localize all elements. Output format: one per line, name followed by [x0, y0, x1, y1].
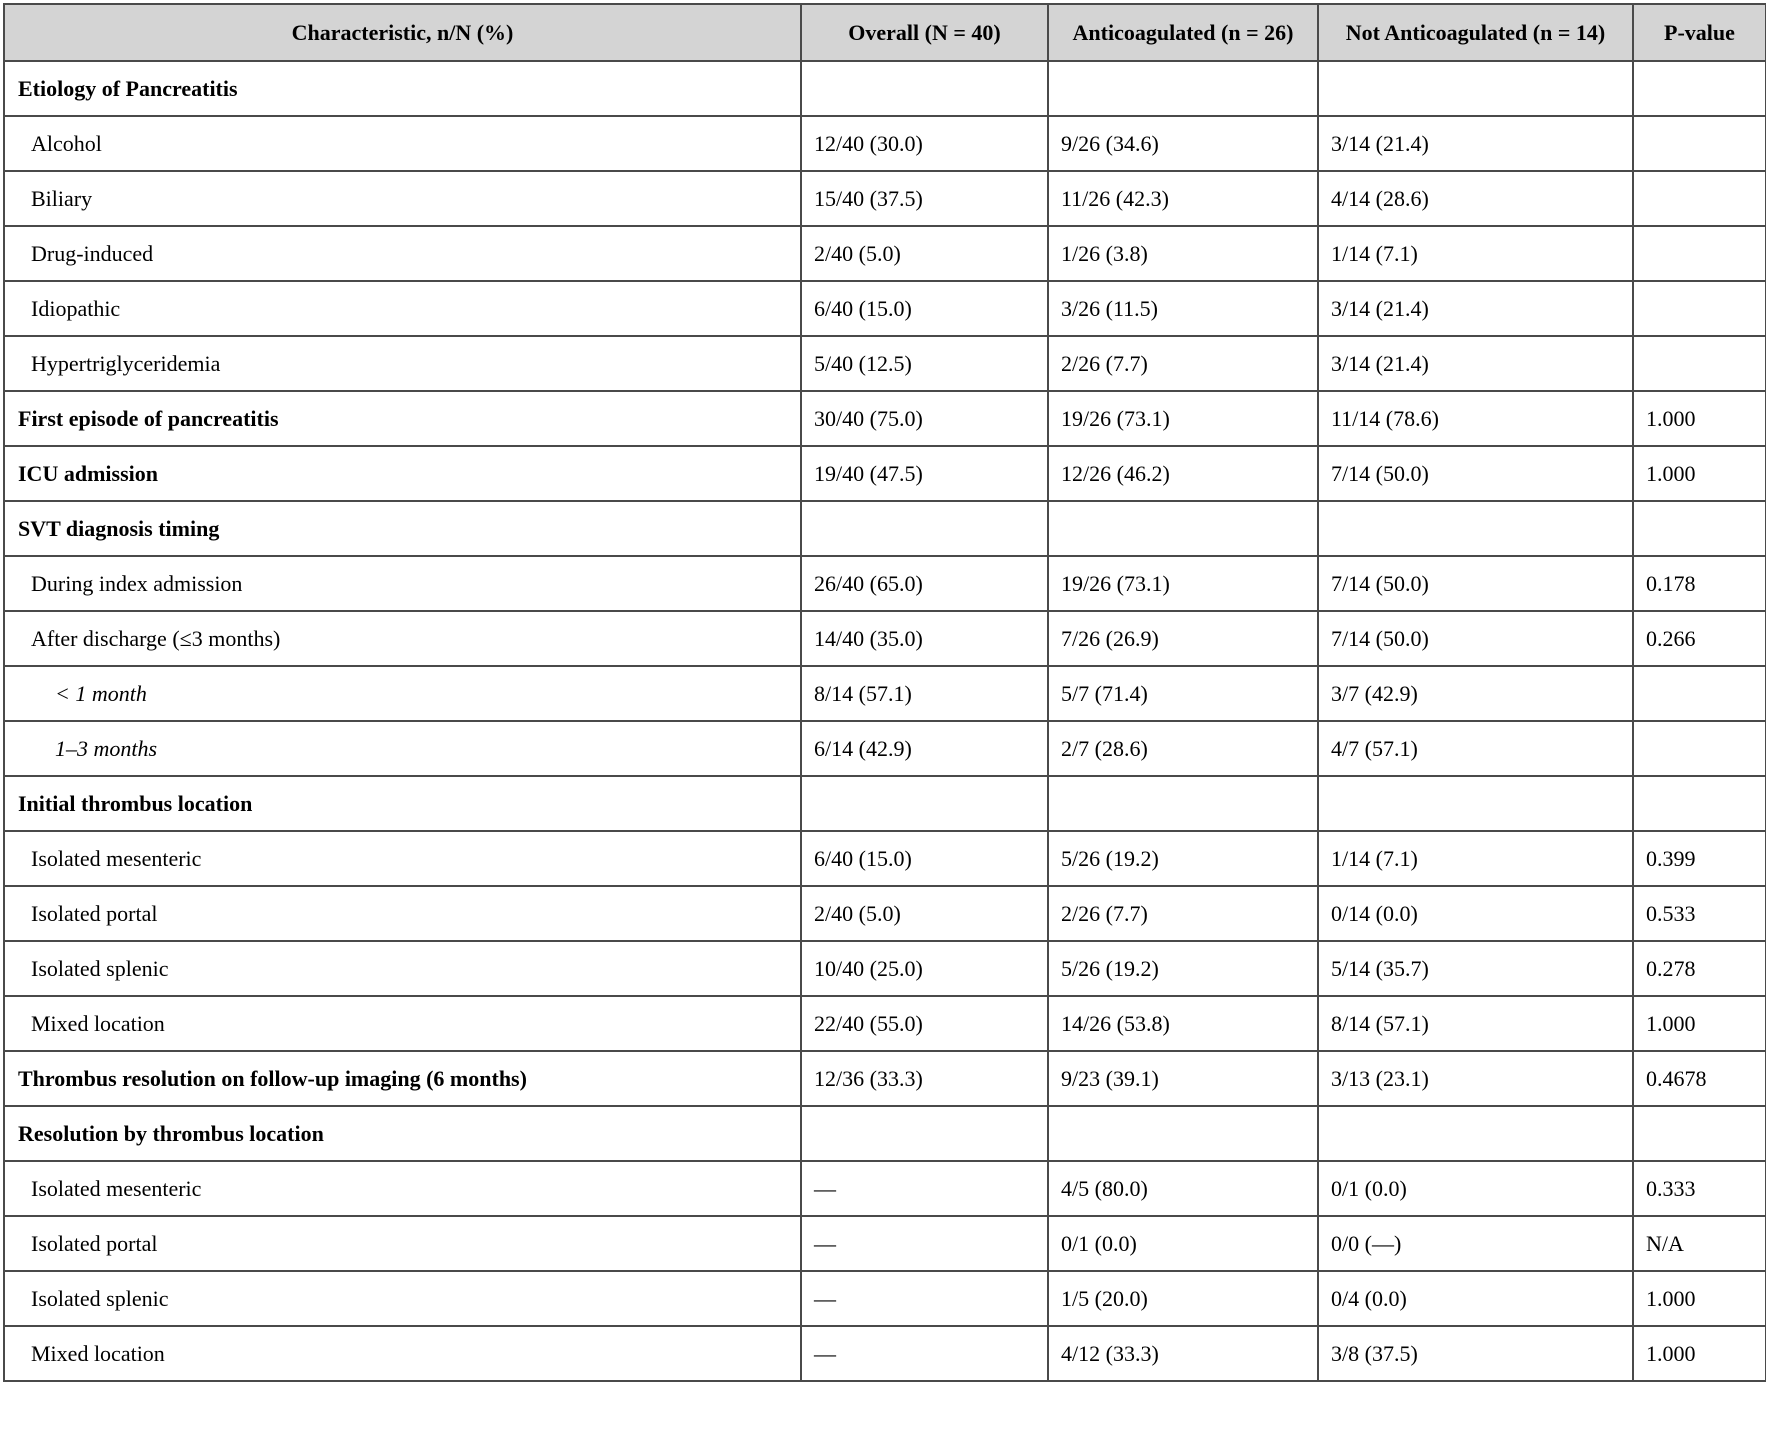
table-row	[4, 1326, 1766, 1381]
cell-p-value: 0.533	[1633, 886, 1766, 941]
cell-anticoagulated	[1048, 1106, 1318, 1161]
row-label: Initial thrombus location	[4, 776, 801, 831]
results-table	[3, 3, 1766, 1382]
row-label: Biliary	[4, 171, 801, 226]
cell-p-value	[1633, 336, 1766, 391]
cell-not-anticoagulated: 3/14 (21.4)	[1318, 336, 1633, 391]
header-overall: Overall (N = 40)	[801, 4, 1048, 61]
cell-anticoagulated: 2/7 (28.6)	[1048, 721, 1318, 776]
cell-p-value	[1633, 776, 1766, 831]
table-row	[4, 666, 1766, 721]
cell-not-anticoagulated	[1318, 501, 1633, 556]
cell-p-value: 0.4678	[1633, 1051, 1766, 1106]
row-label: Mixed location	[4, 996, 801, 1051]
cell-overall: 6/40 (15.0)	[801, 281, 1048, 336]
row-label: Resolution by thrombus location	[4, 1106, 801, 1161]
cell-anticoagulated: 19/26 (73.1)	[1048, 556, 1318, 611]
cell-not-anticoagulated: 7/14 (50.0)	[1318, 611, 1633, 666]
cell-overall: 12/36 (33.3)	[801, 1051, 1048, 1106]
cell-overall: 22/40 (55.0)	[801, 996, 1048, 1051]
cell-p-value	[1633, 666, 1766, 721]
cell-p-value: N/A	[1633, 1216, 1766, 1271]
cell-anticoagulated: 5/26 (19.2)	[1048, 941, 1318, 996]
cell-p-value	[1633, 61, 1766, 116]
cell-overall: —	[801, 1216, 1048, 1271]
cell-overall: 6/40 (15.0)	[801, 831, 1048, 886]
row-label: Isolated splenic	[4, 1271, 801, 1326]
cell-p-value	[1633, 501, 1766, 556]
row-label: Isolated mesenteric	[4, 1161, 801, 1216]
cell-overall: 26/40 (65.0)	[801, 556, 1048, 611]
cell-p-value: 0.333	[1633, 1161, 1766, 1216]
cell-anticoagulated: 2/26 (7.7)	[1048, 336, 1318, 391]
table-row	[4, 996, 1766, 1051]
table-row	[4, 1051, 1766, 1106]
row-label: Drug-induced	[4, 226, 801, 281]
table-row	[4, 941, 1766, 996]
cell-overall: —	[801, 1271, 1048, 1326]
table-row	[4, 556, 1766, 611]
row-label: Etiology of Pancreatitis	[4, 61, 801, 116]
cell-anticoagulated: 14/26 (53.8)	[1048, 996, 1318, 1051]
cell-not-anticoagulated: 1/14 (7.1)	[1318, 831, 1633, 886]
header-characteristic: Characteristic, n/N (%)	[4, 4, 801, 61]
cell-p-value	[1633, 281, 1766, 336]
cell-not-anticoagulated: 1/14 (7.1)	[1318, 226, 1633, 281]
cell-not-anticoagulated: 0/14 (0.0)	[1318, 886, 1633, 941]
table-row	[4, 281, 1766, 336]
table-row	[4, 1106, 1766, 1161]
table-body	[4, 61, 1766, 1381]
cell-p-value: 1.000	[1633, 391, 1766, 446]
cell-anticoagulated	[1048, 61, 1318, 116]
cell-not-anticoagulated: 3/14 (21.4)	[1318, 281, 1633, 336]
cell-not-anticoagulated: 7/14 (50.0)	[1318, 446, 1633, 501]
header-row	[4, 4, 1766, 61]
cell-not-anticoagulated: 4/7 (57.1)	[1318, 721, 1633, 776]
table-row	[4, 171, 1766, 226]
header-anticoagulated: Anticoagulated (n = 26)	[1048, 4, 1318, 61]
cell-overall: 6/14 (42.9)	[801, 721, 1048, 776]
cell-overall	[801, 776, 1048, 831]
cell-p-value: 0.178	[1633, 556, 1766, 611]
cell-not-anticoagulated: 3/8 (37.5)	[1318, 1326, 1633, 1381]
row-label: ICU admission	[4, 446, 801, 501]
table-row	[4, 226, 1766, 281]
cell-p-value	[1633, 171, 1766, 226]
table-row	[4, 391, 1766, 446]
row-label: 1–3 months	[4, 721, 801, 776]
cell-overall: —	[801, 1161, 1048, 1216]
table-row	[4, 446, 1766, 501]
cell-overall: 19/40 (47.5)	[801, 446, 1048, 501]
cell-anticoagulated: 4/12 (33.3)	[1048, 1326, 1318, 1381]
cell-anticoagulated: 5/26 (19.2)	[1048, 831, 1318, 886]
table-row	[4, 501, 1766, 556]
cell-anticoagulated: 2/26 (7.7)	[1048, 886, 1318, 941]
cell-anticoagulated: 12/26 (46.2)	[1048, 446, 1318, 501]
header-p-value: P-value	[1633, 4, 1766, 61]
cell-p-value: 0.399	[1633, 831, 1766, 886]
cell-not-anticoagulated: 0/4 (0.0)	[1318, 1271, 1633, 1326]
cell-not-anticoagulated: 7/14 (50.0)	[1318, 556, 1633, 611]
cell-p-value	[1633, 1106, 1766, 1161]
cell-p-value: 1.000	[1633, 446, 1766, 501]
cell-overall: 2/40 (5.0)	[801, 226, 1048, 281]
row-label: Isolated portal	[4, 886, 801, 941]
row-label: Thrombus resolution on follow-up imaging (6 months)	[4, 1051, 801, 1106]
cell-anticoagulated: 4/5 (80.0)	[1048, 1161, 1318, 1216]
cell-p-value	[1633, 116, 1766, 171]
table-row	[4, 776, 1766, 831]
cell-not-anticoagulated	[1318, 776, 1633, 831]
table-row	[4, 61, 1766, 116]
cell-anticoagulated	[1048, 501, 1318, 556]
row-label: < 1 month	[4, 666, 801, 721]
cell-anticoagulated: 1/5 (20.0)	[1048, 1271, 1318, 1326]
cell-anticoagulated: 11/26 (42.3)	[1048, 171, 1318, 226]
cell-not-anticoagulated: 0/0 (—)	[1318, 1216, 1633, 1271]
cell-overall: 12/40 (30.0)	[801, 116, 1048, 171]
cell-p-value: 0.266	[1633, 611, 1766, 666]
table-row	[4, 1271, 1766, 1326]
table-row	[4, 721, 1766, 776]
cell-overall	[801, 61, 1048, 116]
row-label: Isolated portal	[4, 1216, 801, 1271]
cell-not-anticoagulated: 11/14 (78.6)	[1318, 391, 1633, 446]
cell-overall: 8/14 (57.1)	[801, 666, 1048, 721]
table-header	[4, 4, 1766, 61]
table-row	[4, 1216, 1766, 1271]
row-label: After discharge (≤3 months)	[4, 611, 801, 666]
cell-not-anticoagulated: 8/14 (57.1)	[1318, 996, 1633, 1051]
cell-overall: 15/40 (37.5)	[801, 171, 1048, 226]
cell-anticoagulated: 7/26 (26.9)	[1048, 611, 1318, 666]
row-label: Mixed location	[4, 1326, 801, 1381]
cell-not-anticoagulated: 4/14 (28.6)	[1318, 171, 1633, 226]
cell-not-anticoagulated: 3/14 (21.4)	[1318, 116, 1633, 171]
row-label: During index admission	[4, 556, 801, 611]
table-row	[4, 611, 1766, 666]
table-row	[4, 1161, 1766, 1216]
cell-p-value	[1633, 721, 1766, 776]
table-row	[4, 831, 1766, 886]
cell-overall: 30/40 (75.0)	[801, 391, 1048, 446]
cell-anticoagulated: 9/23 (39.1)	[1048, 1051, 1318, 1106]
row-label: Isolated splenic	[4, 941, 801, 996]
row-label: First episode of pancreatitis	[4, 391, 801, 446]
table-row	[4, 336, 1766, 391]
cell-overall: 5/40 (12.5)	[801, 336, 1048, 391]
row-label: Hypertriglyceridemia	[4, 336, 801, 391]
row-label: SVT diagnosis timing	[4, 501, 801, 556]
cell-p-value: 1.000	[1633, 996, 1766, 1051]
table-row	[4, 886, 1766, 941]
cell-anticoagulated: 0/1 (0.0)	[1048, 1216, 1318, 1271]
cell-overall	[801, 1106, 1048, 1161]
cell-anticoagulated: 1/26 (3.8)	[1048, 226, 1318, 281]
cell-anticoagulated: 19/26 (73.1)	[1048, 391, 1318, 446]
row-label: Idiopathic	[4, 281, 801, 336]
cell-overall	[801, 501, 1048, 556]
row-label: Isolated mesenteric	[4, 831, 801, 886]
cell-anticoagulated: 3/26 (11.5)	[1048, 281, 1318, 336]
cell-anticoagulated	[1048, 776, 1318, 831]
cell-not-anticoagulated: 5/14 (35.7)	[1318, 941, 1633, 996]
cell-overall: 2/40 (5.0)	[801, 886, 1048, 941]
cell-not-anticoagulated	[1318, 61, 1633, 116]
header-not-anticoagulated: Not Anticoagulated (n = 14)	[1318, 4, 1633, 61]
cell-overall: 10/40 (25.0)	[801, 941, 1048, 996]
cell-not-anticoagulated: 3/13 (23.1)	[1318, 1051, 1633, 1106]
cell-overall: —	[801, 1326, 1048, 1381]
cell-anticoagulated: 9/26 (34.6)	[1048, 116, 1318, 171]
cell-p-value	[1633, 226, 1766, 281]
cell-not-anticoagulated: 3/7 (42.9)	[1318, 666, 1633, 721]
cell-p-value: 0.278	[1633, 941, 1766, 996]
cell-not-anticoagulated: 0/1 (0.0)	[1318, 1161, 1633, 1216]
cell-not-anticoagulated	[1318, 1106, 1633, 1161]
row-label: Alcohol	[4, 116, 801, 171]
cell-overall: 14/40 (35.0)	[801, 611, 1048, 666]
cell-p-value: 1.000	[1633, 1326, 1766, 1381]
cell-anticoagulated: 5/7 (71.4)	[1048, 666, 1318, 721]
table-row	[4, 116, 1766, 171]
cell-p-value: 1.000	[1633, 1271, 1766, 1326]
